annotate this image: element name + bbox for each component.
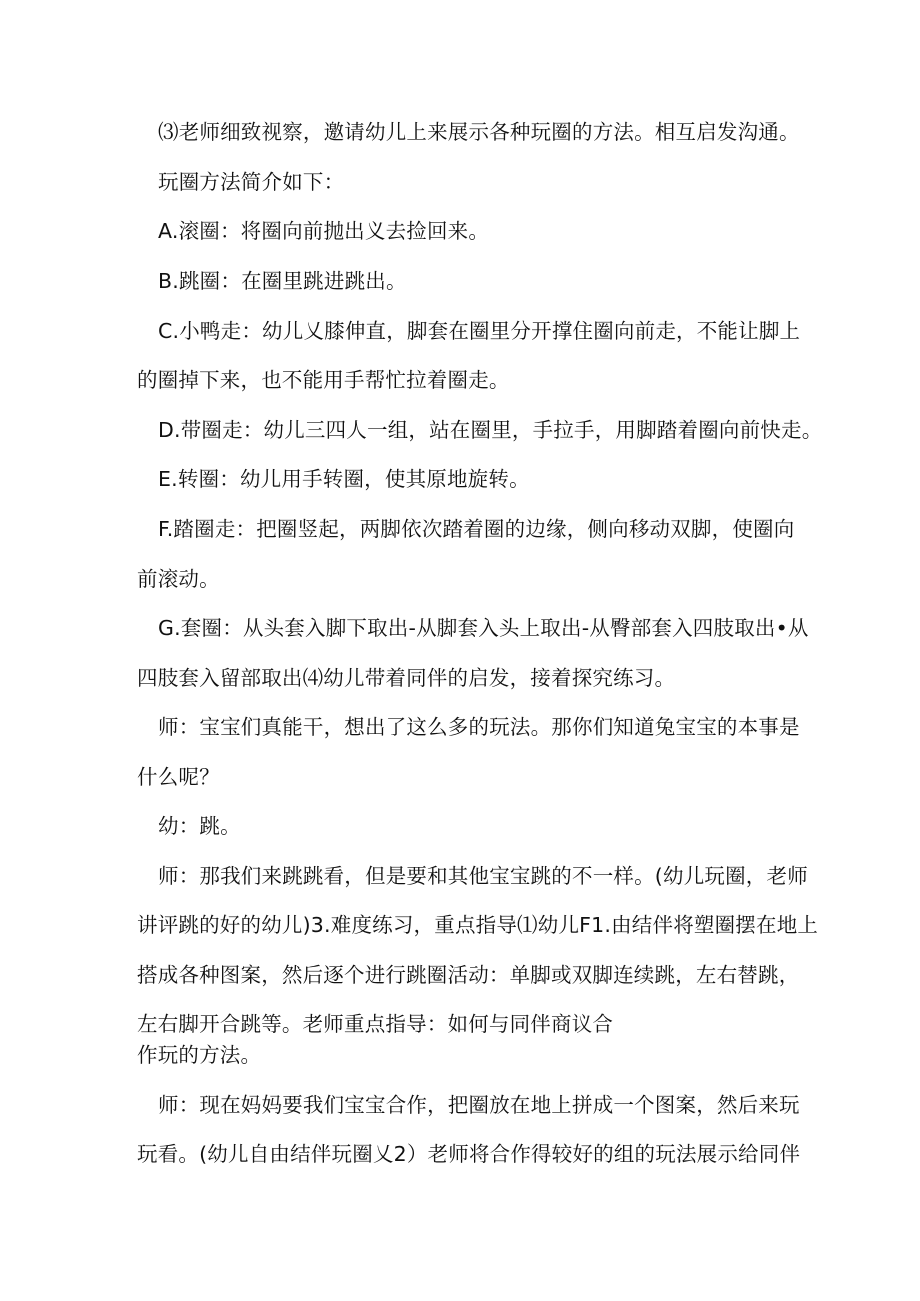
paragraph-line: B.跳圈：在圈里跳进跳出。 [158, 269, 407, 293]
paragraph-line: 的圈掉下来，也不能用手帮忙拉着圈走。 [137, 368, 510, 392]
paragraph-line: C.小鸭走：幼儿乂膝伸直，脚套在圈里分开撑住圈向前走，不能让脚上 [158, 319, 801, 343]
paragraph-line: A.滚圈：将圈向前抛出义去捡回来。 [158, 219, 490, 243]
paragraph-line: 搭成各种图案，然后逐个进行跳圈活动：单脚或双脚连续跳，左右替跳， [137, 963, 800, 987]
paragraph-line: E.转圈：幼儿用手转圈，使其原地旋转。 [158, 467, 530, 491]
paragraph-line: 四肢套入留部取出⑷幼儿带着同伴的启发，接着探究练习。 [137, 666, 676, 690]
paragraph-line: D.带圈走：幼儿三四人一组，站在圈里，手拉手，用脚踏着圈向前快走。 [158, 418, 823, 442]
paragraph-line: 讲评跳的好的幼儿)3.难度练习，重点指导⑴幼儿F1.由结伴将塑圈摆在地上 [137, 913, 819, 937]
paragraph-line: ⑶老师细致视察，邀请幼儿上来展示各种玩圈的方法。相互启发沟通。 [158, 120, 800, 144]
paragraph-line: 玩圈方法简介如下： [158, 170, 345, 194]
paragraph-line: 幼：跳。 [158, 814, 241, 838]
paragraph-line: 前滚动。 [137, 567, 220, 591]
paragraph-line: G.套圈：从头套入脚下取出-从脚套入头上取出-从臀部套入四肢取出•从 [158, 616, 809, 640]
paragraph-line: 玩看。(幼儿自由结伴玩圈乂2）老师将合作得较好的组的玩法展示给同伴 [137, 1142, 801, 1166]
paragraph-line: 左右脚开合跳等。老师重点指导：如何与同伴商议合 [137, 1012, 614, 1036]
paragraph-line: 师：现在妈妈要我们宝宝合作，把圈放在地上拼成一个图案，然后来玩 [158, 1093, 800, 1117]
paragraph-line: 作玩的方法。 [137, 1043, 262, 1067]
paragraph-line: 什么呢？ [137, 765, 220, 789]
paragraph-line: 师：那我们来跳跳看，但是要和其他宝宝跳的不一样。(幼儿玩圈，老师 [158, 864, 808, 888]
paragraph-line: F.踏圈走：把圈竖起，两脚依次踏着圈的边缘，侧向移动双脚，使圈向 [158, 517, 795, 541]
paragraph-line: 师：宝宝们真能干，想出了这么多的玩法。那你们知道兔宝宝的本事是 [158, 715, 800, 739]
